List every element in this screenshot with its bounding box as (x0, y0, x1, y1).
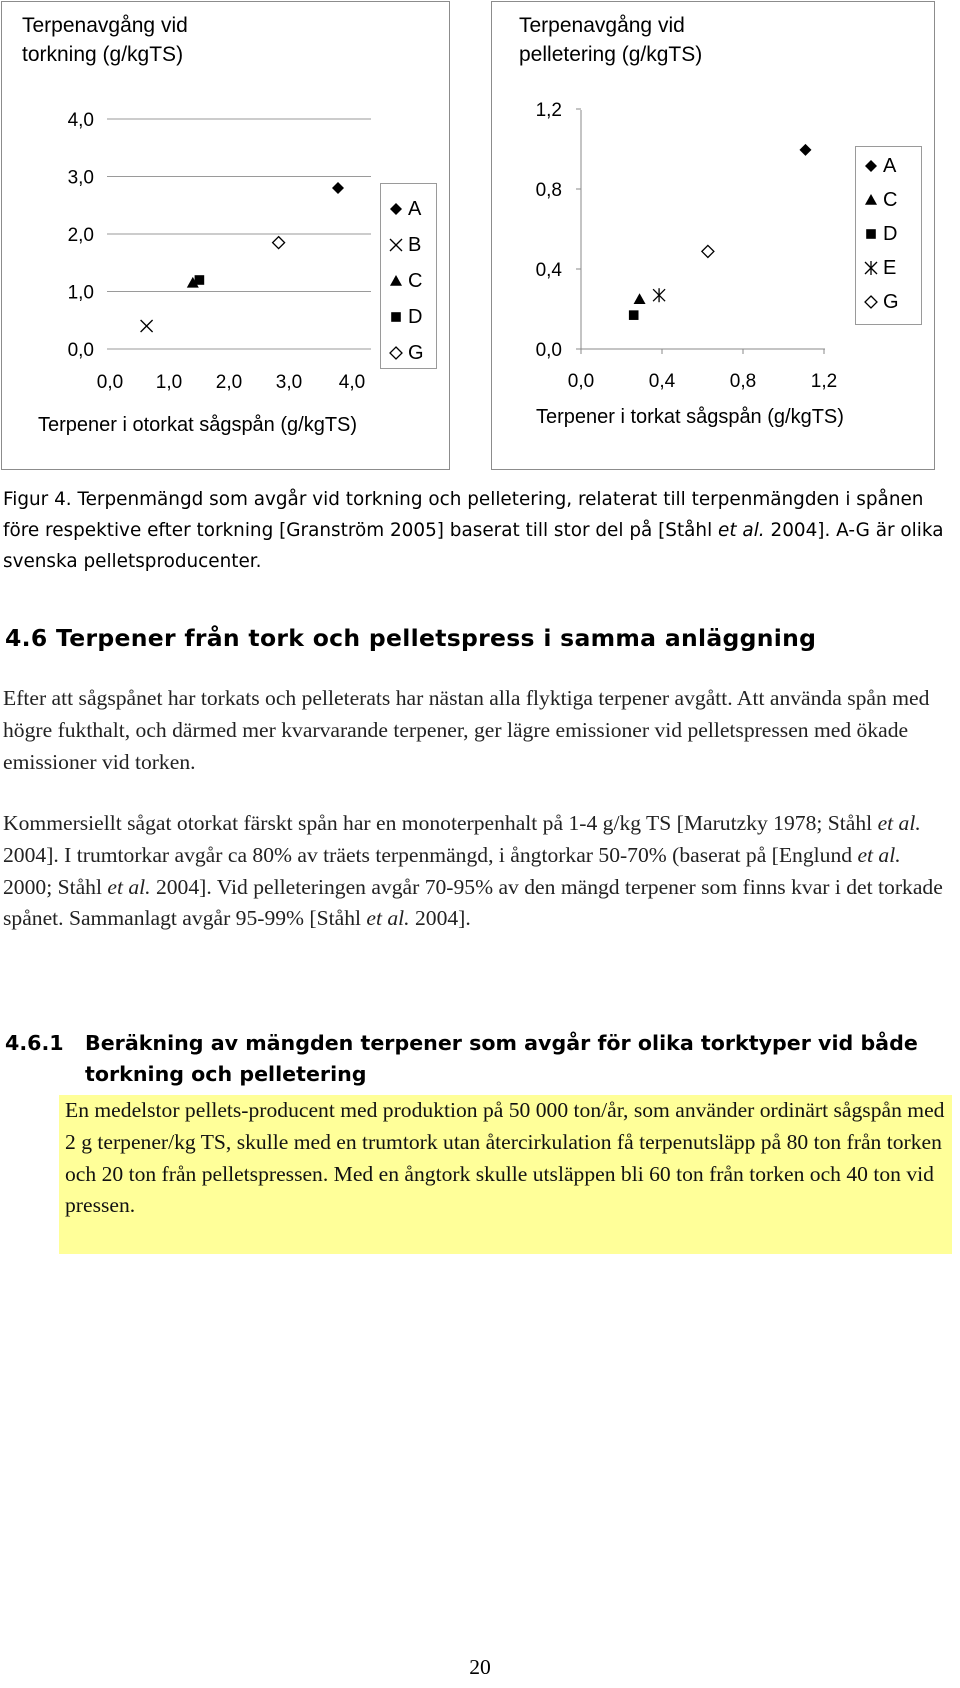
legend-marker-icon (390, 275, 402, 286)
y-tick-label: 4,0 (67, 110, 94, 131)
legend-marker-icon (390, 239, 402, 251)
chart-pelleting (491, 1, 935, 470)
y-tick-label: 1,2 (535, 100, 562, 121)
x-tick-label: 1,0 (155, 372, 183, 393)
y-tick-label: 0,4 (535, 260, 562, 281)
caption-italic: et al. (718, 520, 765, 541)
subsection-title: Beräkning av mängden terpener som avgår för olika torktyper vid både torkning och pelletering (85, 1031, 918, 1086)
legend-item-c (381, 264, 436, 298)
subsection-number: 4.6.1 (5, 1031, 64, 1055)
x-axis-label: Terpener i torkat sågspån (g/kgTS) (536, 406, 844, 428)
legend-label: D (408, 306, 423, 328)
legend-item-d (381, 300, 436, 334)
legend-label: A (408, 198, 422, 220)
legend-item-e (856, 251, 921, 285)
legend-marker-icon (391, 312, 401, 322)
x-tick-label: 2,0 (215, 372, 243, 393)
legend-label: C (883, 189, 898, 211)
legend-item-a (856, 149, 921, 183)
para-text: 2004]. I trumtorkar avgår ca 80% av träets terpenmängd, i ångtorkar 50-70% (baserat på [Englund (3, 842, 858, 867)
legend-item-d (856, 217, 921, 251)
para-text: Kommersiellt sågat otorkat färskt spån har en monoterpenhalt på 1-4 g/kg TS [Marutzky 1978; Ståhl (3, 811, 878, 835)
legend-label: A (883, 155, 897, 177)
data-point-a (332, 182, 344, 194)
y-tick-label: 3,0 (67, 167, 94, 189)
caption-text: 2004]. A-G är olika svenska pelletsproducenter. (3, 520, 944, 572)
italic-et-al: et al. (107, 874, 151, 899)
legend-label: B (408, 234, 422, 256)
italic-et-al: et al. (857, 842, 901, 867)
chart-legend (380, 183, 437, 369)
legend-marker-icon (390, 347, 402, 359)
y-tick-label: 0,8 (535, 180, 562, 201)
paragraph: Efter att sågspånet har torkats och pelleterats har nästan alla flyktiga terpener avgått. Att använda spån med högre fukthalt, och därmed mer kvarvarande terpener, ger lägre emissioner vid pelletspressen med ökade emissioner vid torken. (3, 686, 930, 774)
legend-label: D (883, 223, 898, 245)
legend-marker-icon (865, 160, 877, 172)
data-point-e (653, 288, 665, 302)
figure-caption (3, 484, 953, 577)
legend-item-g (381, 336, 436, 370)
page-number: 20 (469, 1655, 491, 1679)
legend-marker-icon (390, 203, 402, 215)
legend-label: G (883, 291, 899, 313)
para-text: 2000; Ståhl (3, 874, 108, 899)
section-heading: 4.6 Terpener från tork och pelletspress i samma anläggning (5, 624, 817, 652)
legend-label: C (408, 270, 423, 292)
para-text: 2004]. (409, 906, 471, 931)
x-tick-label: 0,8 (729, 371, 757, 392)
x-tick-label: 0,4 (648, 371, 676, 392)
chart-title: Terpenavgång vid torkning (g/kgTS) (22, 14, 188, 66)
y-tick-label: 0,0 (67, 340, 94, 361)
legend-item-b (381, 228, 436, 262)
x-tick-label: 0,0 (567, 371, 595, 392)
legend-item-g (856, 285, 921, 319)
y-tick-label: 2,0 (67, 225, 94, 246)
legend-marker-icon (866, 229, 876, 239)
legend-item-a (381, 192, 436, 226)
data-point-b (141, 320, 153, 332)
data-point-g (273, 237, 285, 249)
data-point-a (799, 144, 811, 156)
data-point-c (634, 293, 646, 304)
x-tick-label: 0,0 (96, 372, 124, 393)
x-tick-label: 4,0 (338, 372, 366, 393)
legend-item-c (856, 183, 921, 217)
legend-marker-icon (865, 194, 877, 205)
x-tick-label: 3,0 (275, 372, 303, 393)
chart-drying (1, 1, 450, 470)
y-tick-label: 0,0 (535, 340, 562, 361)
italic-et-al: et al. (366, 906, 410, 931)
x-tick-label: 1,2 (810, 371, 838, 392)
paragraph (3, 808, 953, 935)
data-point-d (195, 275, 205, 285)
data-point-g (702, 245, 714, 257)
legend-label: E (883, 257, 897, 279)
y-tick-label: 1,0 (67, 282, 94, 304)
chart-legend (855, 146, 922, 325)
chart-title: Terpenavgång vid pelletering (g/kgTS) (519, 14, 703, 66)
data-point-d (629, 310, 639, 320)
caption-text: Figur 4. Terpenmängd som avgår vid torkning och pelletering, relaterat till terpenmängden i spånen före respektive efter torkning [Granström 2005] baserat till stor del på [Ståhl (3, 489, 924, 541)
x-axis-label: Terpener i otorkat sågspån (g/kgTS) (38, 414, 358, 436)
highlighted-example: En medelstor pellets-producent med produktion på 50 000 ton/år, som använder ordinärt sågspån med 2 g terpener/kg TS, skulle med en trumtork utan återcirkulation få terpenutsläpp på 80 ton från torken och 20 ton från pelletspressen. Med en ångtork skulle utsläppen bli 60 ton från torken och 40 ton vid pressen. (59, 1095, 952, 1254)
para-text: 2004]. Vid pelleteringen avgår 70-95% av den mängd terpener som finns kvar i det torkade spånet. Sammanlagt avgår 95-99% [Ståhl (3, 874, 943, 931)
italic-et-al: et al. (877, 811, 921, 835)
legend-marker-icon (865, 261, 877, 275)
legend-marker-icon (865, 296, 877, 308)
legend-label: G (408, 342, 424, 364)
